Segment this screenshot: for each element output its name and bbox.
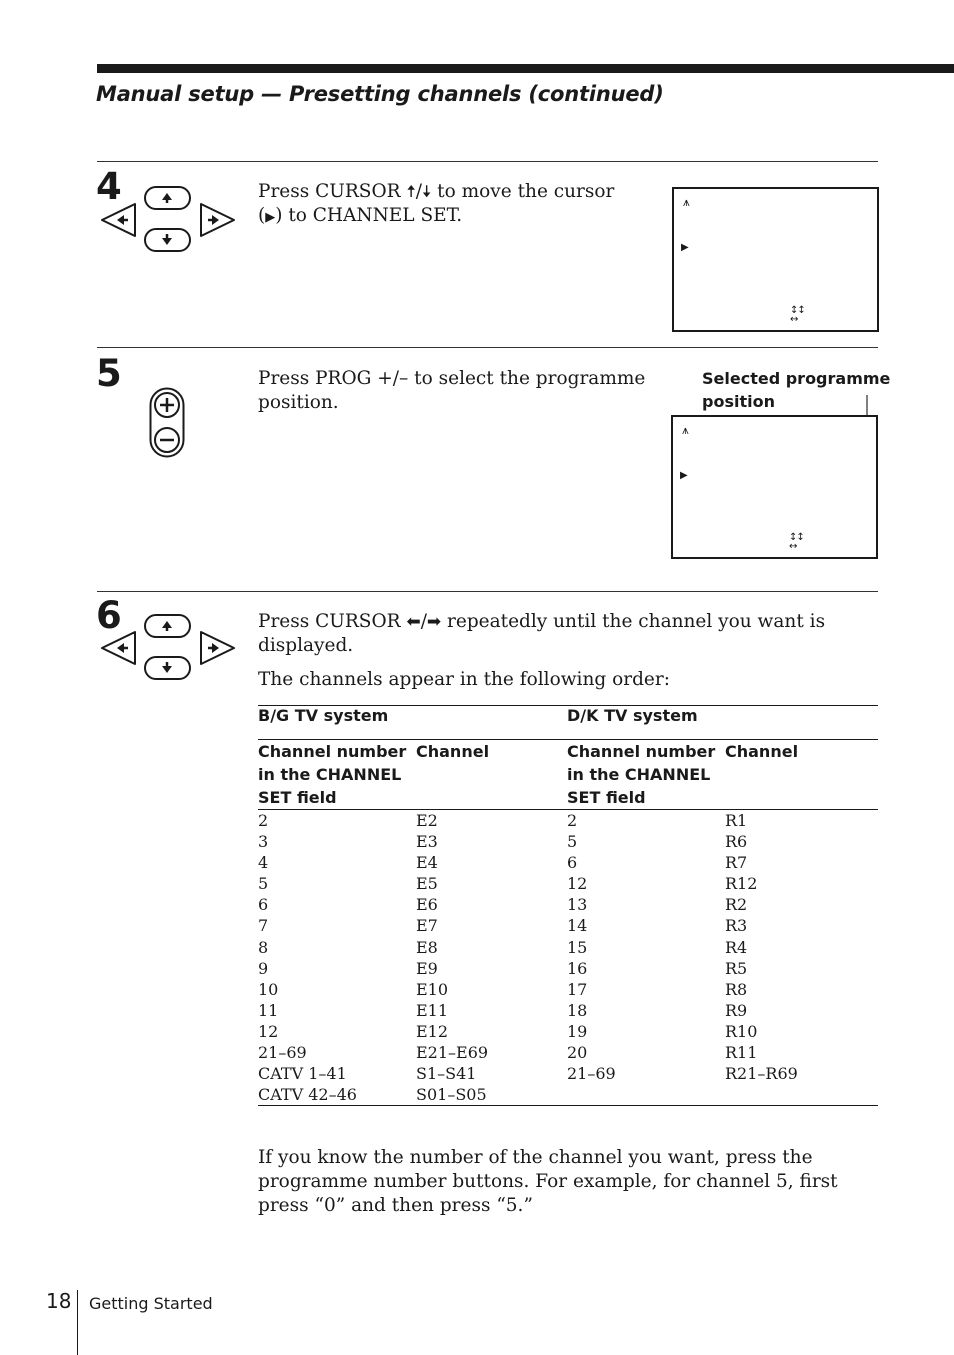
table-cell: 11: [258, 1000, 279, 1020]
column-header: Channel number in the CHANNEL SET field: [258, 740, 416, 810]
table-cell: 21–69: [258, 1043, 307, 1063]
table-cell: CATV 1–41: [258, 1064, 347, 1084]
table-cell: 6: [258, 895, 269, 915]
section-divider: [97, 347, 878, 348]
column-header: Channel: [725, 740, 878, 810]
cursor-pad-icon: [100, 614, 236, 682]
table-cell: CATV 42–46: [258, 1084, 416, 1106]
adjust-arrows-icon: ↕↕ ↔: [790, 305, 805, 325]
table-cell: 5: [258, 874, 269, 894]
callout-label: Selected programme position: [702, 369, 891, 411]
channel-order-table: [258, 705, 878, 1106]
page-title: Manual setup — Presetting channels (continued): [96, 82, 664, 106]
table-cell: R7: [725, 853, 748, 873]
table-cell: E11: [416, 1000, 449, 1020]
table-cell: 14: [567, 916, 588, 936]
table-cell: E21–E69: [416, 1043, 489, 1063]
table-cell: 9: [258, 958, 269, 978]
table-row: [258, 915, 878, 936]
table-cell: E3: [416, 832, 438, 852]
table-cell: 12: [567, 874, 588, 894]
cursor-pad-icon: [100, 186, 236, 254]
cursor-down-arrow-icon: 🠇: [421, 182, 432, 202]
system-header: B/G TV system: [258, 706, 567, 740]
table-cell: E9: [416, 958, 438, 978]
table-cell: R1: [725, 811, 748, 830]
cursor-pointer-icon: ▶: [681, 242, 689, 253]
table-row: [258, 831, 878, 852]
table-cell: 12: [258, 1021, 279, 1041]
table-cell: E4: [416, 853, 438, 873]
adjust-arrows-icon: ↕↕ ↔: [789, 532, 804, 552]
system-header: D/K TV system: [567, 706, 878, 740]
footer-divider: [77, 1290, 78, 1355]
page-number: 18: [46, 1289, 72, 1313]
table-cell: E6: [416, 895, 438, 915]
table-cell: [725, 1084, 878, 1106]
table-row: [258, 1084, 878, 1106]
table-row: [258, 894, 878, 915]
table-cell: E7: [416, 916, 438, 936]
tv-screen-display: [671, 415, 878, 559]
table-row: [258, 937, 878, 958]
table-cell: 20: [567, 1043, 588, 1063]
antenna-icon: ⩚: [682, 423, 689, 437]
table-cell: 8: [258, 937, 269, 957]
table-cell: R12: [725, 874, 758, 894]
cursor-pointer-icon: ▶: [680, 470, 688, 481]
table-cell: R8: [725, 979, 748, 999]
section-label: Getting Started: [89, 1294, 213, 1313]
step-6-instruction: Press CURSOR ⬅/➡ repeatedly until the channel you want is displayed.: [258, 611, 826, 656]
table-cell: R21–R69: [725, 1064, 798, 1084]
table-cell: 2: [567, 811, 578, 830]
table-cell: R2: [725, 895, 748, 915]
header-bar: [97, 64, 954, 73]
table-cell: 3: [258, 832, 269, 852]
channel-order-intro: The channels appear in the following order:: [258, 669, 670, 690]
table-cell: 10: [258, 979, 279, 999]
step-5-instruction: Press PROG +/– to select the programme position.: [258, 368, 646, 413]
table-row: [258, 873, 878, 894]
tv-screen-display: [672, 187, 879, 332]
table-cell: R10: [725, 1021, 758, 1041]
column-header: Channel number in the CHANNEL SET field: [567, 740, 725, 810]
step-4-instruction: Press CURSOR 🠅/🠇 to move the cursor (▶) to CHANNEL SET.: [258, 181, 615, 226]
table-row: [258, 1042, 878, 1063]
antenna-icon: ⩚: [683, 195, 690, 209]
column-header: Channel: [416, 740, 567, 810]
cursor-left-arrow-icon: ⬅: [406, 612, 421, 632]
section-divider: [97, 591, 878, 592]
cursor-right-arrow-icon: ➡: [426, 612, 442, 632]
table-row: [258, 1000, 878, 1021]
step-number: 4: [96, 165, 122, 208]
table-cell: S01–S05: [416, 1084, 567, 1106]
table-row: [258, 852, 878, 873]
table-row: [258, 958, 878, 979]
table-cell: 4: [258, 853, 269, 873]
table-cell: E2: [416, 811, 438, 830]
table-cell: 21–69: [567, 1064, 616, 1084]
step-number: 5: [96, 352, 122, 395]
table-cell: R11: [725, 1043, 758, 1063]
table-cell: R3: [725, 916, 748, 936]
closing-paragraph: If you know the number of the channel you want, press the programme number buttons. For example, for channel 5, first press “0” and then press “5.”: [258, 1147, 838, 1216]
table-cell: R6: [725, 832, 748, 852]
table-row: [258, 810, 878, 832]
step-number: 6: [96, 594, 122, 637]
table-cell: 5: [567, 832, 578, 852]
table-cell: 17: [567, 979, 588, 999]
table-cell: R5: [725, 958, 748, 978]
table-cell: 13: [567, 895, 588, 915]
table-cell: E12: [416, 1021, 449, 1041]
table-cell: [567, 1084, 725, 1106]
table-cell: 2: [258, 811, 269, 830]
pointer-icon: ▶: [265, 210, 276, 225]
prog-plus-minus-icon: [149, 387, 185, 458]
table-row: [258, 1063, 878, 1084]
section-divider: [97, 161, 878, 162]
table-cell: 18: [567, 1000, 588, 1020]
table-cell: S1–S41: [416, 1064, 477, 1084]
cursor-up-arrow-icon: 🠅: [406, 182, 416, 202]
table-cell: R4: [725, 937, 748, 957]
table-cell: 7: [258, 916, 269, 936]
table-row: [258, 1021, 878, 1042]
table-cell: 16: [567, 958, 588, 978]
table-row: [258, 979, 878, 1000]
table-cell: 15: [567, 937, 588, 957]
table-cell: 19: [567, 1021, 588, 1041]
table-cell: E5: [416, 874, 438, 894]
table-cell: E8: [416, 937, 438, 957]
table-cell: R9: [725, 1000, 748, 1020]
table-cell: E10: [416, 979, 449, 999]
table-cell: 6: [567, 853, 578, 873]
